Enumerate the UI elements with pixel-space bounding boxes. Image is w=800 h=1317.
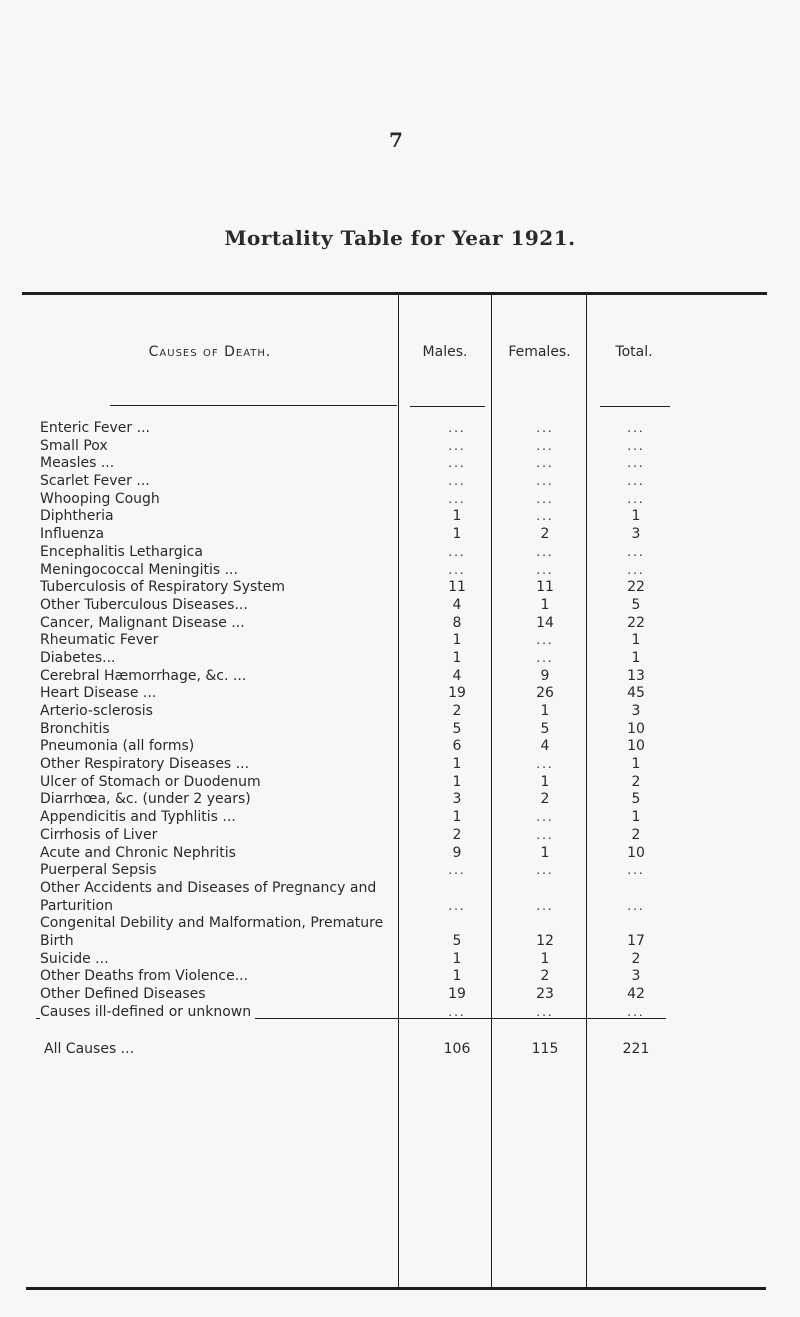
females-count: 1 [540, 950, 550, 967]
males-count: 5 [452, 932, 462, 949]
males-count: ... [448, 863, 466, 878]
cause-of-death [40, 738, 392, 756]
cause-of-death [40, 632, 392, 650]
table-row [0, 915, 800, 950]
cause-label: Other Defined Diseases [40, 986, 210, 1002]
totals-row [0, 1041, 800, 1059]
total-count: 2 [631, 773, 641, 790]
females-count: 23 [536, 986, 554, 1003]
cause-label: Meningococcal Meningitis ... [40, 562, 242, 578]
total-count: 10 [627, 738, 645, 755]
total-count: 45 [627, 685, 645, 702]
header-bottom-rule [110, 405, 397, 406]
total-count: 10 [627, 720, 645, 737]
females-count: ... [536, 509, 554, 524]
cause-of-death [40, 508, 392, 526]
males-count: 3 [452, 791, 462, 808]
females-count: ... [536, 863, 554, 878]
table-row [0, 827, 800, 845]
males-count: 4 [452, 596, 462, 613]
table-row [0, 1004, 800, 1022]
females-count: 2 [540, 968, 550, 985]
males-count: ... [448, 898, 466, 913]
cause-of-death [40, 615, 392, 633]
table-row [0, 703, 800, 721]
cause-label: Diabetes... [40, 650, 120, 666]
males-count: 5 [452, 720, 462, 737]
cause-of-death [40, 597, 392, 615]
cause-of-death [40, 791, 392, 809]
table-row [0, 438, 800, 456]
totals-label [44, 1041, 396, 1059]
table-row [0, 738, 800, 756]
table-row [0, 455, 800, 473]
males-count: 11 [448, 579, 466, 596]
header-causes: Causes of Death. [148, 344, 272, 360]
cause-label: Heart Disease ... [40, 685, 160, 701]
females-count: 1 [540, 844, 550, 861]
total-count: ... [627, 544, 645, 559]
header-males: Males. [422, 344, 468, 360]
males-count: 9 [452, 844, 462, 861]
females-count: ... [536, 456, 554, 471]
cause-of-death [40, 420, 392, 438]
males-count: 1 [452, 968, 462, 985]
cause-of-death [40, 473, 392, 491]
total-count: ... [627, 863, 645, 878]
cause-of-death [40, 579, 392, 597]
table-row [0, 668, 800, 686]
females-count: 9 [540, 667, 550, 684]
cause-of-death [40, 774, 392, 792]
males-count: 6 [452, 738, 462, 755]
females-count: ... [536, 757, 554, 772]
cause-label: Causes ill-defined or unknown [40, 1004, 255, 1020]
table-row [0, 986, 800, 1004]
totals-females: 115 [531, 1041, 559, 1057]
cause-label: Whooping Cough [40, 491, 164, 507]
table-row [0, 685, 800, 703]
females-count: 12 [536, 932, 554, 949]
females-count: ... [536, 633, 554, 648]
cause-label: Cancer, Malignant Disease ... [40, 615, 249, 631]
cause-of-death [40, 438, 392, 456]
females-count: 2 [540, 791, 550, 808]
cause-of-death [40, 491, 392, 509]
header-total: Total. [615, 344, 653, 360]
males-count: ... [448, 562, 466, 577]
total-count: 1 [631, 756, 641, 773]
cause-label: Ulcer of Stomach or Duodenum [40, 774, 265, 790]
males-count: ... [448, 438, 466, 453]
cause-label: Cirrhosis of Liver [40, 827, 161, 843]
total-count: 1 [631, 809, 641, 826]
table-row [0, 420, 800, 438]
cause-label: Diphtheria [40, 508, 118, 524]
total-count: 17 [627, 932, 645, 949]
cause-label: Arterio-sclerosis [40, 703, 157, 719]
total-count: 22 [627, 579, 645, 596]
females-count: 26 [536, 685, 554, 702]
males-count: 2 [452, 826, 462, 843]
table-row [0, 951, 800, 969]
males-count: 19 [448, 986, 466, 1003]
cause-label: Other Deaths from Violence... [40, 968, 252, 984]
page-number: 7 [389, 128, 403, 152]
mortality-rows [0, 420, 800, 1021]
females-count: ... [536, 810, 554, 825]
total-count: ... [627, 421, 645, 435]
table-row [0, 491, 800, 509]
cause-of-death [40, 562, 392, 580]
cause-label: Small Pox [40, 438, 112, 454]
cause-label: Suicide ... [40, 951, 113, 967]
males-count: ... [448, 421, 466, 435]
females-count: ... [536, 438, 554, 453]
females-count: ... [536, 827, 554, 842]
total-count: 3 [631, 968, 641, 985]
females-count: 5 [540, 720, 550, 737]
cause-of-death [40, 703, 392, 721]
cause-label: Bronchitis [40, 721, 114, 737]
males-count: 1 [452, 950, 462, 967]
total-count: 3 [631, 703, 641, 719]
males-count: ... [448, 491, 466, 506]
cause-label: Encephalitis Lethargica [40, 544, 207, 560]
males-count: 1 [452, 809, 462, 826]
males-count: 1 [452, 773, 462, 790]
cause-label: Other Respiratory Diseases ... [40, 756, 253, 772]
cause-of-death [40, 827, 392, 845]
cause-of-death [40, 968, 392, 986]
table-row [0, 968, 800, 986]
cause-label: Puerperal Sepsis [40, 862, 160, 878]
cause-label: Measles ... [40, 455, 118, 471]
header-bottom-rule-males [410, 406, 485, 407]
total-count: 2 [631, 826, 641, 843]
total-count: 5 [631, 791, 641, 808]
males-count: 1 [452, 632, 462, 649]
females-count: ... [536, 562, 554, 577]
cause-of-death [40, 685, 392, 703]
males-count: 1 [452, 526, 462, 543]
cause-of-death [40, 915, 392, 950]
males-count: ... [448, 544, 466, 559]
cause-of-death [40, 756, 392, 774]
cause-of-death [40, 1004, 392, 1022]
total-count: ... [627, 562, 645, 577]
cause-label: Cerebral Hæmorrhage, &c. ... [40, 668, 250, 684]
cause-of-death [40, 986, 392, 1004]
females-count: ... [536, 544, 554, 559]
females-count: ... [536, 421, 554, 435]
table-row [0, 880, 800, 915]
cause-label: Rheumatic Fever [40, 632, 162, 648]
totals-label-text: All Causes ... [44, 1041, 138, 1057]
cause-label: Congenital Debility and Malformation, Premature Birth [40, 915, 384, 949]
table-row [0, 721, 800, 739]
males-count: 1 [452, 756, 462, 773]
cause-label: Other Accidents and Diseases of Pregnancy and Parturition [40, 879, 377, 914]
total-count: 13 [627, 667, 645, 684]
total-count: ... [627, 474, 645, 489]
cause-label: Influenza [40, 526, 108, 542]
females-count: ... [536, 650, 554, 665]
cause-label: Scarlet Fever ... [40, 473, 154, 489]
males-count: 4 [452, 667, 462, 684]
females-count: ... [536, 474, 554, 489]
cause-label: Diarrhœa, &c. (under 2 years) [40, 791, 255, 807]
cause-of-death [40, 809, 392, 827]
cause-label: Enteric Fever ... [40, 420, 154, 436]
table-row [0, 632, 800, 650]
cause-label: Other Tuberculous Diseases... [40, 597, 252, 613]
females-count: ... [536, 898, 554, 913]
cause-label: Pneumonia (all forms) [40, 738, 198, 754]
cause-of-death [40, 951, 392, 969]
table-row [0, 562, 800, 580]
cause-of-death [40, 650, 392, 668]
total-count: 42 [627, 986, 645, 1003]
total-count: ... [627, 491, 645, 506]
cause-of-death [40, 544, 392, 562]
females-count: ... [536, 491, 554, 506]
table-row [0, 579, 800, 597]
total-count: 1 [631, 632, 641, 649]
cause-of-death [40, 862, 392, 880]
table-row [0, 473, 800, 491]
females-count: ... [536, 1004, 554, 1019]
females-count: 11 [536, 579, 554, 596]
females-count: 1 [540, 703, 550, 719]
males-count: 2 [452, 703, 462, 719]
males-count: ... [448, 456, 466, 471]
table-row [0, 526, 800, 544]
females-count: 14 [536, 614, 554, 631]
table-top-rule [22, 292, 767, 295]
cause-of-death [40, 526, 392, 544]
table-row [0, 774, 800, 792]
total-count: ... [627, 438, 645, 453]
total-count: 3 [631, 526, 641, 543]
table-row [0, 544, 800, 562]
table-row [0, 597, 800, 615]
total-count: 5 [631, 596, 641, 613]
males-count: 1 [452, 508, 462, 525]
males-count: 8 [452, 614, 462, 631]
table-row [0, 650, 800, 668]
cause-label: Acute and Chronic Nephritis [40, 845, 240, 861]
females-count: 4 [540, 738, 550, 755]
males-count: 1 [452, 649, 462, 666]
males-count: ... [448, 474, 466, 489]
total-count: ... [627, 456, 645, 471]
total-count: ... [627, 1004, 645, 1019]
cause-label: Tuberculosis of Respiratory System [40, 579, 289, 595]
total-count: 1 [631, 649, 641, 666]
males-count: 19 [448, 685, 466, 702]
table-row [0, 845, 800, 863]
table-row [0, 756, 800, 774]
table-row [0, 809, 800, 827]
header-bottom-rule-total [600, 406, 670, 407]
table-row [0, 615, 800, 633]
females-count: 1 [540, 773, 550, 790]
total-count: 10 [627, 844, 645, 861]
table-bottom-rule [26, 1287, 766, 1290]
total-count: 22 [627, 614, 645, 631]
table-row [0, 862, 800, 880]
header-females: Females. [508, 344, 571, 360]
females-count: 2 [540, 526, 550, 543]
males-count: ... [448, 1004, 466, 1019]
total-count: 1 [631, 508, 641, 525]
females-count: 1 [540, 596, 550, 613]
cause-of-death [40, 880, 392, 915]
total-count: 2 [631, 950, 641, 967]
cause-of-death [40, 721, 392, 739]
totals-total: 221 [622, 1041, 650, 1057]
table-row [0, 508, 800, 526]
cause-of-death [40, 845, 392, 863]
cause-of-death [40, 455, 392, 473]
cause-label: Appendicitis and Typhlitis ... [40, 809, 240, 825]
totals-males: 106 [443, 1041, 471, 1057]
table-row [0, 791, 800, 809]
cause-of-death [40, 668, 392, 686]
page-title: Mortality Table for Year 1921. [224, 226, 576, 250]
total-count: ... [627, 898, 645, 913]
